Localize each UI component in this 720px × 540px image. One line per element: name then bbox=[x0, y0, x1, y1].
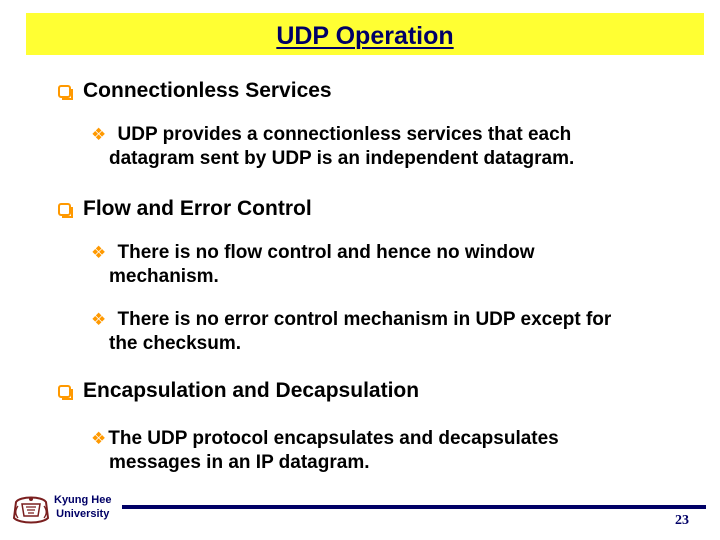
diamond-bullet-icon: ❖ bbox=[91, 310, 107, 329]
square-bullet-icon bbox=[58, 203, 71, 216]
square-bullet-icon bbox=[58, 385, 71, 398]
section-heading-connectionless: Connectionless Services bbox=[58, 79, 332, 103]
point-line-1: The UDP protocol encapsulates and decapsulates bbox=[108, 428, 559, 449]
point-connectionless-1 bbox=[91, 123, 574, 171]
footer-rule bbox=[122, 505, 706, 509]
diamond-bullet-icon: ❖ bbox=[91, 125, 107, 144]
page-number: 23 bbox=[675, 513, 689, 528]
title-bar bbox=[26, 13, 704, 55]
diamond-bullet-icon: ❖ bbox=[91, 243, 107, 262]
square-bullet-icon bbox=[58, 85, 71, 98]
point-encapsulation-1 bbox=[91, 427, 559, 475]
point-line-2: the checksum. bbox=[109, 333, 241, 354]
section-heading-encapsulation: Encapsulation and Decapsulation bbox=[58, 379, 419, 403]
university-seal-icon bbox=[12, 492, 50, 528]
diamond-bullet-icon: ❖ bbox=[91, 429, 107, 448]
point-line-1: There is no flow control and hence no window bbox=[112, 242, 535, 263]
university-name: Kyung Hee University bbox=[54, 494, 112, 520]
point-line-2: mechanism. bbox=[109, 266, 219, 287]
point-line-1: UDP provides a connectionless services that each bbox=[112, 124, 572, 145]
point-line-2: datagram sent by UDP is an independent datagram. bbox=[109, 148, 575, 169]
point-line-1: There is no error control mechanism in UDP except for bbox=[112, 309, 612, 330]
point-error-1 bbox=[91, 308, 611, 356]
slide-title: UDP Operation bbox=[276, 22, 454, 50]
point-flow-1 bbox=[91, 241, 535, 289]
point-line-2: messages in an IP datagram. bbox=[109, 452, 370, 473]
section-heading-flow-error: Flow and Error Control bbox=[58, 197, 312, 221]
